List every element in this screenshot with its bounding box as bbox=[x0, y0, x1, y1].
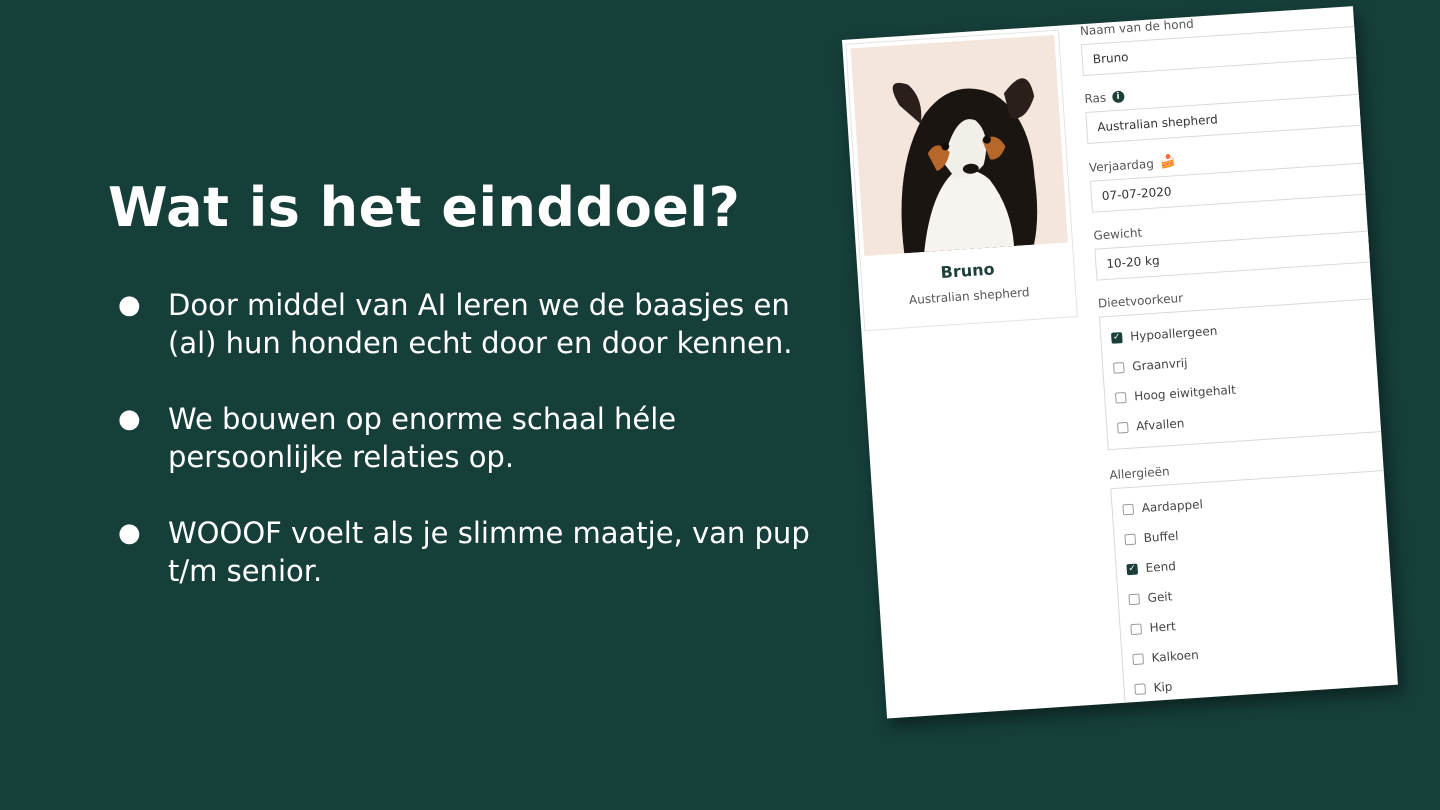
bullet-text: WOOOF voelt als je slimme maatje, van pup t/m senior. bbox=[168, 516, 810, 588]
dog-name: Bruno bbox=[940, 259, 996, 282]
bullet-item bbox=[118, 514, 828, 590]
bullet-dot: ● bbox=[118, 518, 141, 548]
checkbox-checked-icon[interactable]: ✓ bbox=[1128, 563, 1137, 574]
weight-label-text: Gewicht bbox=[1093, 225, 1143, 243]
option-label: Afvallen bbox=[1135, 416, 1185, 434]
allergy-options bbox=[1110, 469, 1398, 712]
breed-field[interactable]: Australian shepherd bbox=[1085, 93, 1376, 144]
option-label: Hoog eiwitgehalt bbox=[1133, 382, 1237, 404]
checkbox-icon[interactable] bbox=[1117, 421, 1129, 433]
bullet-text: Door middel van AI leren we de baasjes en (al) hun honden echt door en door kennen. bbox=[168, 288, 793, 360]
breed-label-text: Ras bbox=[1083, 90, 1107, 107]
checkbox-checked-icon[interactable]: ✓ bbox=[1112, 331, 1121, 343]
option-label: Eend bbox=[1145, 559, 1177, 576]
checkbox-icon[interactable] bbox=[1124, 533, 1136, 545]
option-label: Hypoallergeen bbox=[1129, 323, 1218, 344]
info-icon[interactable]: i bbox=[1112, 90, 1125, 103]
bullet-text: We bouwen op enorme schaal héle persoonlijke relaties op. bbox=[168, 402, 677, 474]
option-label: Kalkoen bbox=[1151, 647, 1200, 665]
option-label: Graanvrij bbox=[1131, 355, 1188, 374]
dog-form bbox=[1079, 6, 1397, 718]
bullet-dot: ● bbox=[118, 290, 141, 320]
dog-profile-card bbox=[845, 30, 1078, 332]
bullet-item bbox=[118, 400, 828, 476]
app-screenshot-card bbox=[842, 6, 1398, 718]
dog-illustration bbox=[851, 35, 1068, 256]
name-field[interactable]: Bruno bbox=[1081, 25, 1372, 76]
diet-label-text: Dieetvoorkeur bbox=[1097, 290, 1184, 311]
checkbox-icon[interactable] bbox=[1128, 593, 1140, 605]
option-label: Aardappel bbox=[1141, 497, 1204, 516]
bullet-list bbox=[118, 286, 828, 628]
option-label: Geit bbox=[1147, 589, 1173, 605]
dog-breed: Australian shepherd bbox=[908, 285, 1030, 308]
checkbox-icon[interactable] bbox=[1113, 362, 1125, 374]
name-label-text: Naam van de hond bbox=[1079, 16, 1195, 39]
birthday-field[interactable]: 07-07-2020 bbox=[1090, 162, 1381, 213]
diet-options bbox=[1099, 297, 1397, 450]
checkbox-icon[interactable] bbox=[1122, 503, 1134, 515]
checkbox-icon[interactable] bbox=[1134, 683, 1146, 695]
option-label: Hert bbox=[1149, 619, 1177, 635]
bullet-item bbox=[118, 286, 828, 362]
checkbox-icon[interactable] bbox=[1130, 623, 1142, 635]
weight-field[interactable]: 10-20 kg bbox=[1094, 230, 1385, 281]
checkbox-icon[interactable] bbox=[1115, 391, 1127, 403]
cake-icon: 🍰 bbox=[1159, 154, 1177, 171]
birthday-label-text: Verjaardag bbox=[1088, 156, 1155, 175]
option-label: Buffel bbox=[1143, 528, 1179, 546]
option-label: Kip bbox=[1153, 679, 1173, 695]
allergy-label-text: Allergieën bbox=[1108, 464, 1171, 483]
checkbox-icon[interactable] bbox=[1132, 653, 1144, 665]
dog-photo bbox=[851, 35, 1068, 256]
slide-title: Wat is het einddoel? bbox=[108, 176, 741, 239]
bullet-dot: ● bbox=[118, 404, 141, 434]
